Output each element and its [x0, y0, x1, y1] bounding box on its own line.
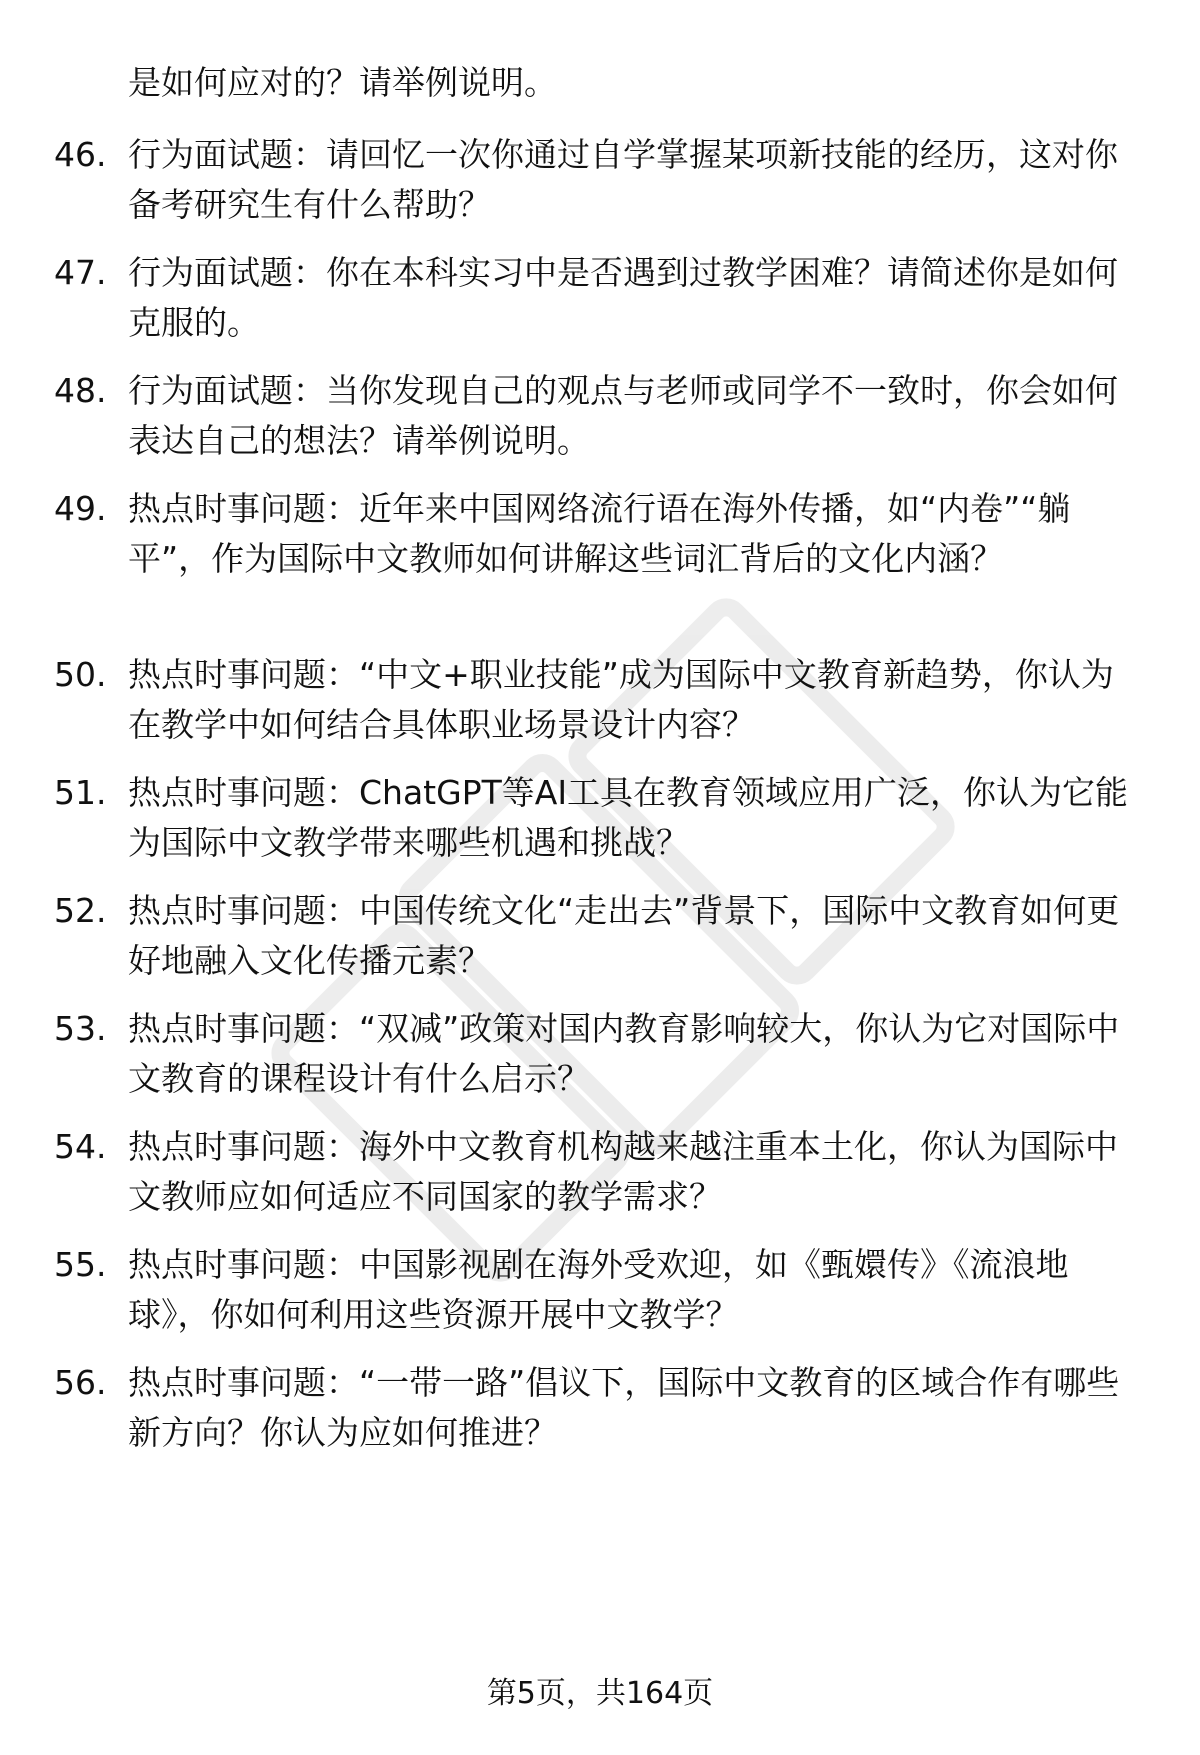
- question-text: 行为面试题：当你发现自己的观点与老师或同学不一致时，你会如何表达自己的想法？请举例说明。: [128, 371, 1118, 460]
- question-text: 热点时事问题：“中文+职业技能”成为国际中文教育新趋势，你认为在教学中如何结合具体职业场景设计内容？: [128, 655, 1114, 744]
- question-text: 热点时事问题：中国传统文化“走出去”背景下，国际中文教育如何更好地融入文化传播元素？: [128, 891, 1120, 980]
- question-text: 热点时事问题：中国影视剧在海外受欢迎，如《甄嬛传》《流浪地球》，你如何利用这些资源开展中文教学？: [128, 1245, 1069, 1334]
- question-number: 51.: [54, 773, 107, 812]
- question-text: 行为面试题：请回忆一次你通过自学掌握某项新技能的经历，这对你备考研究生有什么帮助？: [128, 135, 1118, 224]
- question-number: 50.: [54, 655, 107, 694]
- question-text: 行为面试题：你在本科实习中是否遇到过教学困难？请简述你是如何克服的。: [128, 253, 1118, 342]
- question-text: 热点时事问题：“一带一路”倡议下，国际中文教育的区域合作有哪些新方向？你认为应如何推进？: [128, 1363, 1120, 1452]
- question-number: 53.: [54, 1009, 107, 1048]
- question-text: 热点时事问题：海外中文教育机构越来越注重本土化，你认为国际中文教师应如何适应不同国家的教学需求？: [128, 1127, 1118, 1216]
- continuation-text: 是如何应对的？请举例说明。: [128, 63, 557, 102]
- question-number: 52.: [54, 891, 107, 930]
- question-text: 热点时事问题：ChatGPT等AI工具在教育领域应用广泛，你认为它能为国际中文教学带来哪些机遇和挑战？: [128, 773, 1129, 862]
- page-number-footer: 第5页，共164页: [486, 1676, 714, 1711]
- question-text: 热点时事问题：“双减”政策对国内教育影响较大，你认为它对国际中文教育的课程设计有什么启示？: [128, 1009, 1120, 1098]
- question-number: 54.: [54, 1127, 107, 1166]
- question-number: 56.: [54, 1363, 107, 1402]
- question-number: 49.: [54, 489, 107, 528]
- question-number: 46.: [54, 135, 107, 174]
- question-number: 48.: [54, 371, 107, 410]
- question-number: 47.: [54, 253, 107, 292]
- question-number: 55.: [54, 1245, 107, 1284]
- question-text: 热点时事问题：近年来中国网络流行语在海外传播，如“内卷”“躺平”，作为国际中文教师如何讲解这些词汇背后的文化内涵？: [128, 489, 1071, 578]
